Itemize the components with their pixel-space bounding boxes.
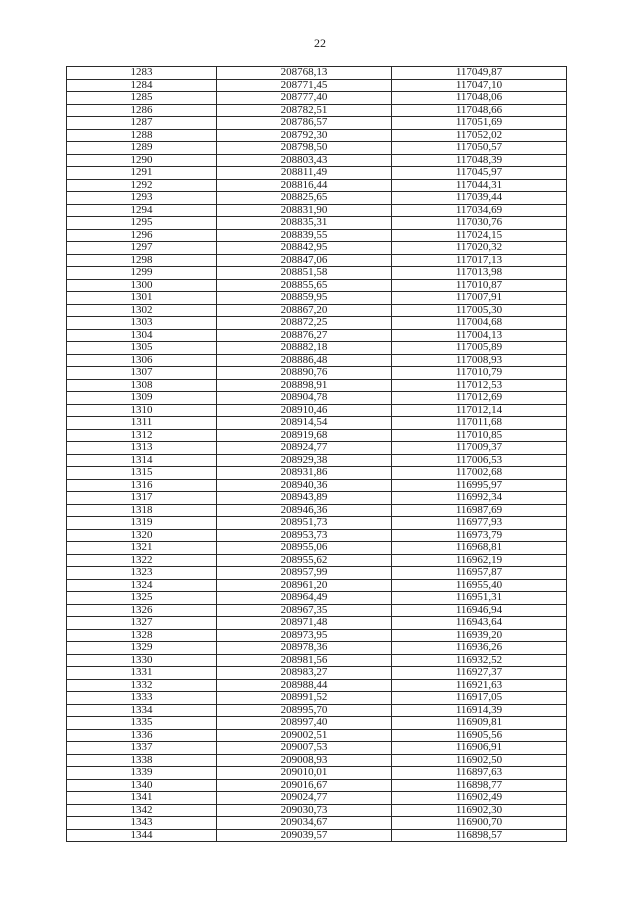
table-row <box>67 117 567 130</box>
y-coordinate-cell: 116943,64 <box>392 617 567 630</box>
y-coordinate-cell: 117006,53 <box>392 454 567 467</box>
y-coordinate-cell: 117004,68 <box>392 317 567 330</box>
point-number-cell: 1307 <box>67 367 217 380</box>
point-number-cell: 1344 <box>67 829 217 842</box>
point-number-cell: 1289 <box>67 142 217 155</box>
y-coordinate-cell: 117048,66 <box>392 104 567 117</box>
table-row <box>67 242 567 255</box>
point-number-cell: 1285 <box>67 92 217 105</box>
table-row <box>67 492 567 505</box>
point-number-cell: 1293 <box>67 192 217 205</box>
y-coordinate-cell: 116977,93 <box>392 517 567 530</box>
y-coordinate-cell: 116917,05 <box>392 692 567 705</box>
x-coordinate-cell: 208882,18 <box>217 342 392 355</box>
x-coordinate-cell: 208816,44 <box>217 179 392 192</box>
y-coordinate-cell: 116909,81 <box>392 717 567 730</box>
table-row <box>67 304 567 317</box>
point-number-cell: 1342 <box>67 804 217 817</box>
x-coordinate-cell: 208946,36 <box>217 504 392 517</box>
point-number-cell: 1313 <box>67 442 217 455</box>
y-coordinate-cell: 116973,79 <box>392 529 567 542</box>
x-coordinate-cell: 208973,95 <box>217 629 392 642</box>
table-row <box>67 429 567 442</box>
point-number-cell: 1301 <box>67 292 217 305</box>
x-coordinate-cell: 208940,36 <box>217 479 392 492</box>
y-coordinate-cell: 116902,49 <box>392 792 567 805</box>
table-row <box>67 379 567 392</box>
x-coordinate-cell: 208953,73 <box>217 529 392 542</box>
table-row <box>67 717 567 730</box>
point-number-cell: 1297 <box>67 242 217 255</box>
y-coordinate-cell: 116995,97 <box>392 479 567 492</box>
x-coordinate-cell: 209008,93 <box>217 754 392 767</box>
x-coordinate-cell: 208943,89 <box>217 492 392 505</box>
point-number-cell: 1284 <box>67 79 217 92</box>
point-number-cell: 1286 <box>67 104 217 117</box>
x-coordinate-cell: 208842,95 <box>217 242 392 255</box>
x-coordinate-cell: 209034,67 <box>217 817 392 830</box>
point-number-cell: 1316 <box>67 479 217 492</box>
y-coordinate-cell: 117048,39 <box>392 154 567 167</box>
y-coordinate-cell: 116962,19 <box>392 554 567 567</box>
y-coordinate-cell: 116936,26 <box>392 642 567 655</box>
table-row <box>67 229 567 242</box>
y-coordinate-cell: 117010,79 <box>392 367 567 380</box>
table-row <box>67 667 567 680</box>
x-coordinate-cell: 208914,54 <box>217 417 392 430</box>
table-row <box>67 192 567 205</box>
table-row <box>67 67 567 80</box>
table-row <box>67 392 567 405</box>
table-row <box>67 179 567 192</box>
table-row <box>67 342 567 355</box>
point-number-cell: 1328 <box>67 629 217 642</box>
x-coordinate-cell: 209039,57 <box>217 829 392 842</box>
y-coordinate-cell: 117039,44 <box>392 192 567 205</box>
point-number-cell: 1319 <box>67 517 217 530</box>
point-number-cell: 1324 <box>67 579 217 592</box>
y-coordinate-cell: 117052,02 <box>392 129 567 142</box>
point-number-cell: 1314 <box>67 454 217 467</box>
x-coordinate-cell: 209007,53 <box>217 742 392 755</box>
x-coordinate-cell: 208955,06 <box>217 542 392 555</box>
table-row <box>67 279 567 292</box>
point-number-cell: 1330 <box>67 654 217 667</box>
table-row <box>67 729 567 742</box>
x-coordinate-cell: 208886,48 <box>217 354 392 367</box>
x-coordinate-cell: 208898,91 <box>217 379 392 392</box>
point-number-cell: 1343 <box>67 817 217 830</box>
y-coordinate-cell: 117017,13 <box>392 254 567 267</box>
x-coordinate-cell: 208904,78 <box>217 392 392 405</box>
table-row <box>67 129 567 142</box>
x-coordinate-cell: 208782,51 <box>217 104 392 117</box>
y-coordinate-cell: 117051,69 <box>392 117 567 130</box>
y-coordinate-cell: 117024,15 <box>392 229 567 242</box>
point-number-cell: 1332 <box>67 679 217 692</box>
y-coordinate-cell: 117048,06 <box>392 92 567 105</box>
x-coordinate-cell: 208771,45 <box>217 79 392 92</box>
x-coordinate-cell: 208872,25 <box>217 317 392 330</box>
point-number-cell: 1311 <box>67 417 217 430</box>
coordinates-table <box>66 66 567 842</box>
table-row <box>67 754 567 767</box>
y-coordinate-cell: 116951,31 <box>392 592 567 605</box>
x-coordinate-cell: 208867,20 <box>217 304 392 317</box>
x-coordinate-cell: 208964,49 <box>217 592 392 605</box>
table-row <box>67 767 567 780</box>
y-coordinate-cell: 116955,40 <box>392 579 567 592</box>
x-coordinate-cell: 208910,46 <box>217 404 392 417</box>
table-row <box>67 604 567 617</box>
point-number-cell: 1306 <box>67 354 217 367</box>
table-row <box>67 167 567 180</box>
y-coordinate-cell: 116898,77 <box>392 779 567 792</box>
y-coordinate-cell: 117034,69 <box>392 204 567 217</box>
x-coordinate-cell: 208988,44 <box>217 679 392 692</box>
point-number-cell: 1304 <box>67 329 217 342</box>
x-coordinate-cell: 208876,27 <box>217 329 392 342</box>
point-number-cell: 1309 <box>67 392 217 405</box>
point-number-cell: 1341 <box>67 792 217 805</box>
x-coordinate-cell: 208995,70 <box>217 704 392 717</box>
x-coordinate-cell: 208847,06 <box>217 254 392 267</box>
point-number-cell: 1337 <box>67 742 217 755</box>
x-coordinate-cell: 208919,68 <box>217 429 392 442</box>
table-row <box>67 404 567 417</box>
y-coordinate-cell: 117047,10 <box>392 79 567 92</box>
point-number-cell: 1294 <box>67 204 217 217</box>
y-coordinate-cell: 116992,34 <box>392 492 567 505</box>
y-coordinate-cell: 116902,50 <box>392 754 567 767</box>
coordinates-table-body <box>67 67 567 842</box>
point-number-cell: 1334 <box>67 704 217 717</box>
x-coordinate-cell: 208951,73 <box>217 517 392 530</box>
table-row <box>67 692 567 705</box>
table-row <box>67 792 567 805</box>
x-coordinate-cell: 208786,57 <box>217 117 392 130</box>
table-row <box>67 367 567 380</box>
x-coordinate-cell: 208811,49 <box>217 167 392 180</box>
table-row <box>67 629 567 642</box>
table-row <box>67 704 567 717</box>
x-coordinate-cell: 208983,27 <box>217 667 392 680</box>
table-row <box>67 329 567 342</box>
x-coordinate-cell: 208957,99 <box>217 567 392 580</box>
point-number-cell: 1317 <box>67 492 217 505</box>
table-row <box>67 504 567 517</box>
x-coordinate-cell: 208961,20 <box>217 579 392 592</box>
point-number-cell: 1336 <box>67 729 217 742</box>
table-row <box>67 829 567 842</box>
table-row <box>67 79 567 92</box>
table-row <box>67 154 567 167</box>
x-coordinate-cell: 209016,67 <box>217 779 392 792</box>
y-coordinate-cell: 117045,97 <box>392 167 567 180</box>
x-coordinate-cell: 208971,48 <box>217 617 392 630</box>
table-row <box>67 542 567 555</box>
point-number-cell: 1327 <box>67 617 217 630</box>
table-row <box>67 467 567 480</box>
y-coordinate-cell: 117007,91 <box>392 292 567 305</box>
table-row <box>67 617 567 630</box>
point-number-cell: 1325 <box>67 592 217 605</box>
table-row <box>67 142 567 155</box>
table-row <box>67 204 567 217</box>
y-coordinate-cell: 117012,69 <box>392 392 567 405</box>
table-row <box>67 92 567 105</box>
point-number-cell: 1315 <box>67 467 217 480</box>
y-coordinate-cell: 116939,20 <box>392 629 567 642</box>
x-coordinate-cell: 209030,73 <box>217 804 392 817</box>
x-coordinate-cell: 208924,77 <box>217 442 392 455</box>
point-number-cell: 1338 <box>67 754 217 767</box>
x-coordinate-cell: 209002,51 <box>217 729 392 742</box>
x-coordinate-cell: 208890,76 <box>217 367 392 380</box>
point-number-cell: 1303 <box>67 317 217 330</box>
point-number-cell: 1323 <box>67 567 217 580</box>
point-number-cell: 1310 <box>67 404 217 417</box>
y-coordinate-cell: 116927,37 <box>392 667 567 680</box>
point-number-cell: 1298 <box>67 254 217 267</box>
y-coordinate-cell: 117005,30 <box>392 304 567 317</box>
y-coordinate-cell: 117002,68 <box>392 467 567 480</box>
x-coordinate-cell: 208997,40 <box>217 717 392 730</box>
y-coordinate-cell: 117012,53 <box>392 379 567 392</box>
table-row <box>67 292 567 305</box>
point-number-cell: 1335 <box>67 717 217 730</box>
point-number-cell: 1318 <box>67 504 217 517</box>
x-coordinate-cell: 208803,43 <box>217 154 392 167</box>
x-coordinate-cell: 208792,30 <box>217 129 392 142</box>
point-number-cell: 1283 <box>67 67 217 80</box>
y-coordinate-cell: 117050,57 <box>392 142 567 155</box>
point-number-cell: 1312 <box>67 429 217 442</box>
point-number-cell: 1329 <box>67 642 217 655</box>
table-row <box>67 592 567 605</box>
y-coordinate-cell: 117013,98 <box>392 267 567 280</box>
y-coordinate-cell: 117020,32 <box>392 242 567 255</box>
point-number-cell: 1302 <box>67 304 217 317</box>
x-coordinate-cell: 208835,31 <box>217 217 392 230</box>
x-coordinate-cell: 208967,35 <box>217 604 392 617</box>
table-row <box>67 579 567 592</box>
y-coordinate-cell: 116905,56 <box>392 729 567 742</box>
y-coordinate-cell: 117012,14 <box>392 404 567 417</box>
y-coordinate-cell: 116902,30 <box>392 804 567 817</box>
table-row <box>67 679 567 692</box>
point-number-cell: 1320 <box>67 529 217 542</box>
table-row <box>67 479 567 492</box>
x-coordinate-cell: 208981,56 <box>217 654 392 667</box>
y-coordinate-cell: 117010,85 <box>392 429 567 442</box>
table-row <box>67 217 567 230</box>
y-coordinate-cell: 116946,94 <box>392 604 567 617</box>
y-coordinate-cell: 117008,93 <box>392 354 567 367</box>
y-coordinate-cell: 117004,13 <box>392 329 567 342</box>
table-row <box>67 517 567 530</box>
point-number-cell: 1296 <box>67 229 217 242</box>
point-number-cell: 1291 <box>67 167 217 180</box>
x-coordinate-cell: 208825,65 <box>217 192 392 205</box>
y-coordinate-cell: 117009,37 <box>392 442 567 455</box>
table-row <box>67 417 567 430</box>
point-number-cell: 1305 <box>67 342 217 355</box>
y-coordinate-cell: 116968,81 <box>392 542 567 555</box>
table-row <box>67 267 567 280</box>
point-number-cell: 1292 <box>67 179 217 192</box>
x-coordinate-cell: 208851,58 <box>217 267 392 280</box>
y-coordinate-cell: 116987,69 <box>392 504 567 517</box>
y-coordinate-cell: 116914,39 <box>392 704 567 717</box>
point-number-cell: 1300 <box>67 279 217 292</box>
point-number-cell: 1322 <box>67 554 217 567</box>
point-number-cell: 1321 <box>67 542 217 555</box>
point-number-cell: 1331 <box>67 667 217 680</box>
y-coordinate-cell: 117044,31 <box>392 179 567 192</box>
x-coordinate-cell: 208831,90 <box>217 204 392 217</box>
x-coordinate-cell: 208929,38 <box>217 454 392 467</box>
x-coordinate-cell: 209010,01 <box>217 767 392 780</box>
point-number-cell: 1308 <box>67 379 217 392</box>
x-coordinate-cell: 209024,77 <box>217 792 392 805</box>
point-number-cell: 1290 <box>67 154 217 167</box>
y-coordinate-cell: 117011,68 <box>392 417 567 430</box>
y-coordinate-cell: 116898,57 <box>392 829 567 842</box>
y-coordinate-cell: 117005,89 <box>392 342 567 355</box>
y-coordinate-cell: 117010,87 <box>392 279 567 292</box>
table-row <box>67 454 567 467</box>
x-coordinate-cell: 208768,13 <box>217 67 392 80</box>
x-coordinate-cell: 208955,62 <box>217 554 392 567</box>
table-row <box>67 442 567 455</box>
y-coordinate-cell: 116957,87 <box>392 567 567 580</box>
y-coordinate-cell: 116906,91 <box>392 742 567 755</box>
table-row <box>67 354 567 367</box>
x-coordinate-cell: 208991,52 <box>217 692 392 705</box>
table-row <box>67 804 567 817</box>
point-number-cell: 1339 <box>67 767 217 780</box>
point-number-cell: 1287 <box>67 117 217 130</box>
table-row <box>67 554 567 567</box>
point-number-cell: 1326 <box>67 604 217 617</box>
y-coordinate-cell: 117030,76 <box>392 217 567 230</box>
table-row <box>67 254 567 267</box>
x-coordinate-cell: 208777,40 <box>217 92 392 105</box>
table-row <box>67 104 567 117</box>
y-coordinate-cell: 116900,70 <box>392 817 567 830</box>
table-row <box>67 817 567 830</box>
table-row <box>67 779 567 792</box>
y-coordinate-cell: 116921,63 <box>392 679 567 692</box>
table-row <box>67 642 567 655</box>
point-number-cell: 1295 <box>67 217 217 230</box>
x-coordinate-cell: 208839,55 <box>217 229 392 242</box>
table-row <box>67 317 567 330</box>
point-number-cell: 1333 <box>67 692 217 705</box>
point-number-cell: 1340 <box>67 779 217 792</box>
y-coordinate-cell: 116932,52 <box>392 654 567 667</box>
y-coordinate-cell: 117049,87 <box>392 67 567 80</box>
x-coordinate-cell: 208978,36 <box>217 642 392 655</box>
x-coordinate-cell: 208855,65 <box>217 279 392 292</box>
x-coordinate-cell: 208859,95 <box>217 292 392 305</box>
table-row <box>67 742 567 755</box>
page-number: 22 <box>314 36 326 50</box>
x-coordinate-cell: 208798,50 <box>217 142 392 155</box>
y-coordinate-cell: 116897,63 <box>392 767 567 780</box>
table-row <box>67 529 567 542</box>
point-number-cell: 1299 <box>67 267 217 280</box>
table-row <box>67 567 567 580</box>
table-row <box>67 654 567 667</box>
x-coordinate-cell: 208931,86 <box>217 467 392 480</box>
point-number-cell: 1288 <box>67 129 217 142</box>
